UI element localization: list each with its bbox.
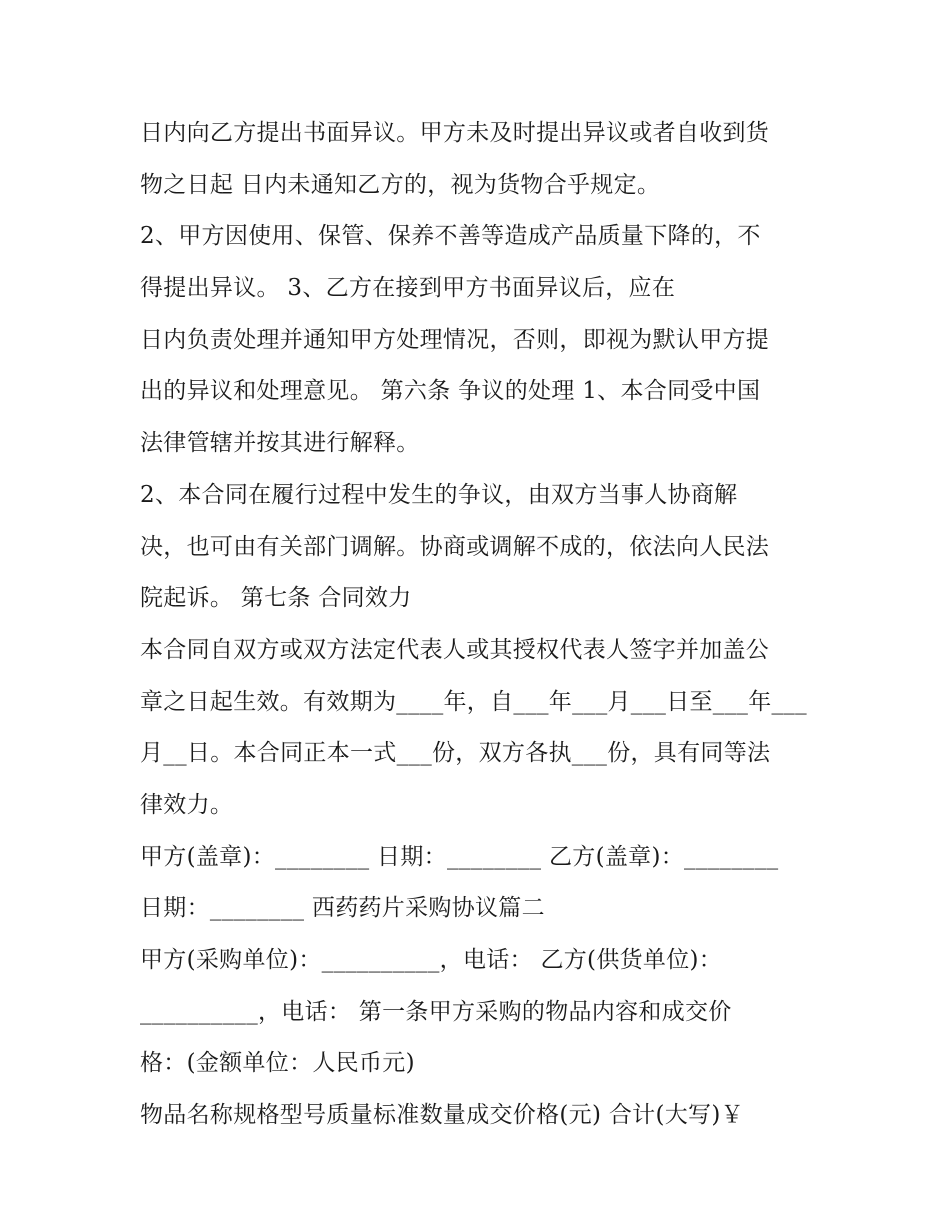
document-body	[140, 108, 840, 1142]
text-line: 出的异议和处理意见。 第六条 争议的处理 1、本合同受中国	[140, 378, 761, 405]
text-line: 日期：________ 西药药片采购协议篇二	[140, 895, 545, 922]
text-line: 本合同自双方或双方法定代表人或其授权代表人签字并加盖公	[140, 636, 770, 663]
text-line: 物之日起 日内未通知乙方的，视为货物合乎规定。	[140, 171, 661, 198]
text-line: 物品名称规格型号质量标准数量成交价格(元) 合计(大写)￥	[140, 1102, 744, 1129]
text-line: 日内负责处理并通知甲方处理情况，否则，即视为默认甲方提	[140, 326, 770, 353]
text-line: 日内向乙方提出书面异议。甲方未及时提出异议或者自收到货	[140, 120, 770, 146]
text-line: 月__日。本合同正本一式___份，双方各执___份，具有同等法	[140, 740, 771, 767]
text-line: 得提出异议。 3、乙方在接到甲方书面异议后，应在	[140, 275, 676, 302]
text-line: 章之日起生效。有效期为____年，自___年___月___日至___年___	[140, 688, 807, 715]
text-line: 法律管辖并按其进行解释。	[140, 430, 420, 457]
text-line: 决，也可由有关部门调解。协商或调解不成的，依法向人民法	[140, 533, 770, 560]
text-line: 甲方(盖章)：________ 日期：________ 乙方(盖章)：________	[140, 843, 779, 870]
text-line: 格：(金额单位：人民币元)	[140, 1050, 415, 1077]
text-line: 律效力。	[140, 791, 234, 818]
text-line: 2、本合同在履行过程中发生的争议，由双方当事人协商解	[140, 481, 738, 508]
text-line: 甲方(采购单位)：__________，电话： 乙方(供货单位)：	[140, 947, 723, 973]
text-line: 院起诉。 第七条 合同效力	[140, 585, 412, 612]
text-line: __________，电话： 第一条甲方采购的物品内容和成交价	[140, 998, 732, 1025]
text-line: 2、甲方因使用、保管、保养不善等造成产品质量下降的，不	[140, 223, 761, 250]
